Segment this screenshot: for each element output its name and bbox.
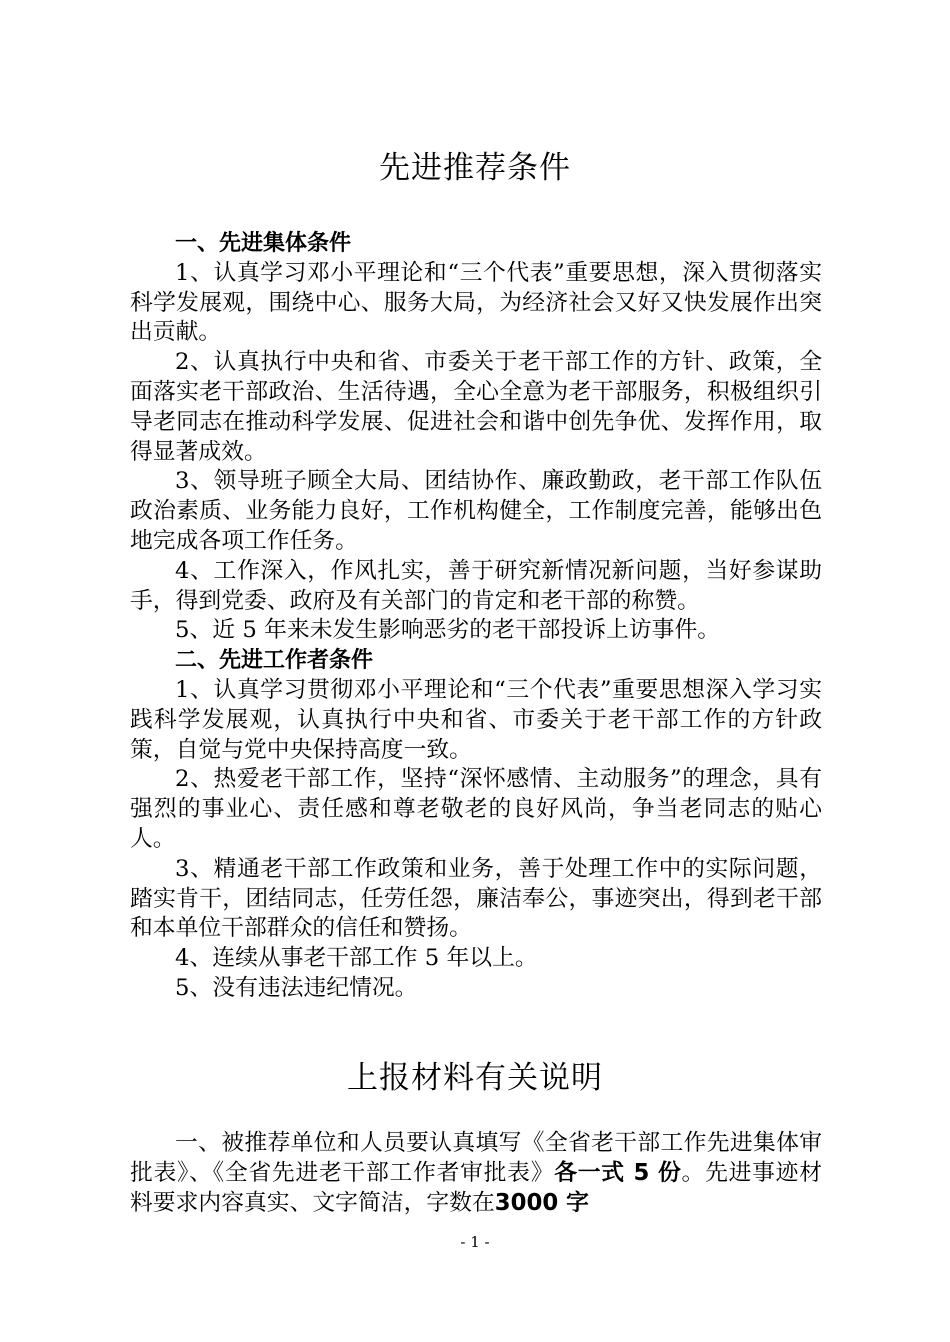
- recommendation-conditions-body: [130, 229, 822, 1004]
- section-title-recommendation-conditions: 先进推荐条件: [379, 150, 571, 186]
- heading-advanced-worker: 二、先进工作者条件: [175, 648, 374, 674]
- collective-item-2: 2、认真执行中央和省、市委关于老干部工作的方针、政策，全面落实老干部政治、生活待遇，全心全意为老干部服务，积极组织引导老同志在推动科学发展、促进社会和谐中创先争优、发挥作用，取得显著成效。: [130, 349, 822, 465]
- collective-item-3: 3、领导班子顾全大局、团结协作、廉政勤政，老干部工作队伍政治素质、业务能力良好，工作机构健全，工作制度完善，能够出色地完成各项工作任务。: [130, 468, 822, 554]
- section-title-submission-notes: 上报材料有关说明: [347, 1060, 603, 1096]
- worker-item-3: 3、精通老干部工作政策和业务，善于处理工作中的实际问题，踏实肯干，团结同志，任劳任怨，廉洁奉公，事迹突出，得到老干部和本单位干部群众的信任和赞扬。: [130, 855, 822, 942]
- page-number: - 1 -: [460, 1233, 490, 1251]
- submission-notes-body: [130, 1128, 822, 1218]
- collective-item-4: 4、工作深入，作风扎实，善于研究新情况新问题，当好参谋助手，得到党委、政府及有关部门的肯定和老干部的称赞。: [130, 557, 822, 614]
- note-word-count-bold: 3000 字: [494, 1190, 589, 1216]
- note-text-part2: 。先进事迹材料要求内容真实、文字简洁，字数在: [130, 1160, 822, 1216]
- worker-item-4: 4、连续从事老干部工作 5 年以上。: [175, 945, 538, 972]
- note-text-part1: 一、被推荐单位和人员要认真填写《全省老干部工作先进集体审批表》、《全省先进老干部工作者审批表》: [130, 1130, 822, 1186]
- heading-advanced-collective: 一、先进集体条件: [175, 231, 352, 256]
- submission-note-1: [130, 1128, 822, 1218]
- worker-item-2: 2、热爱老干部工作，坚持“深怀感情、主动服务”的理念，具有强烈的事业心、责任感和尊老敬老的良好风尚，争当老同志的贴心人。: [130, 766, 822, 852]
- worker-item-1: 1、认真学习贯彻邓小平理论和“三个代表”重要思想深入学习实践科学发展观，认真执行中央和省、市委关于老干部工作的方针政策，自觉与党中央保持高度一致。: [130, 676, 822, 763]
- collective-item-1: 1、认真学习邓小平理论和“三个代表”重要思想，深入贯彻落实科学发展观，围绕中心、服务大局，为经济社会又好又快发展作出突出贡献。: [130, 259, 822, 346]
- note-copies-bold: 各一式 5 份: [554, 1160, 682, 1186]
- worker-item-5: 5、没有违法违纪情况。: [175, 974, 418, 1001]
- collective-item-5: 5、近 5 年来未发生影响恶劣的老干部投诉上访事件。: [175, 617, 721, 644]
